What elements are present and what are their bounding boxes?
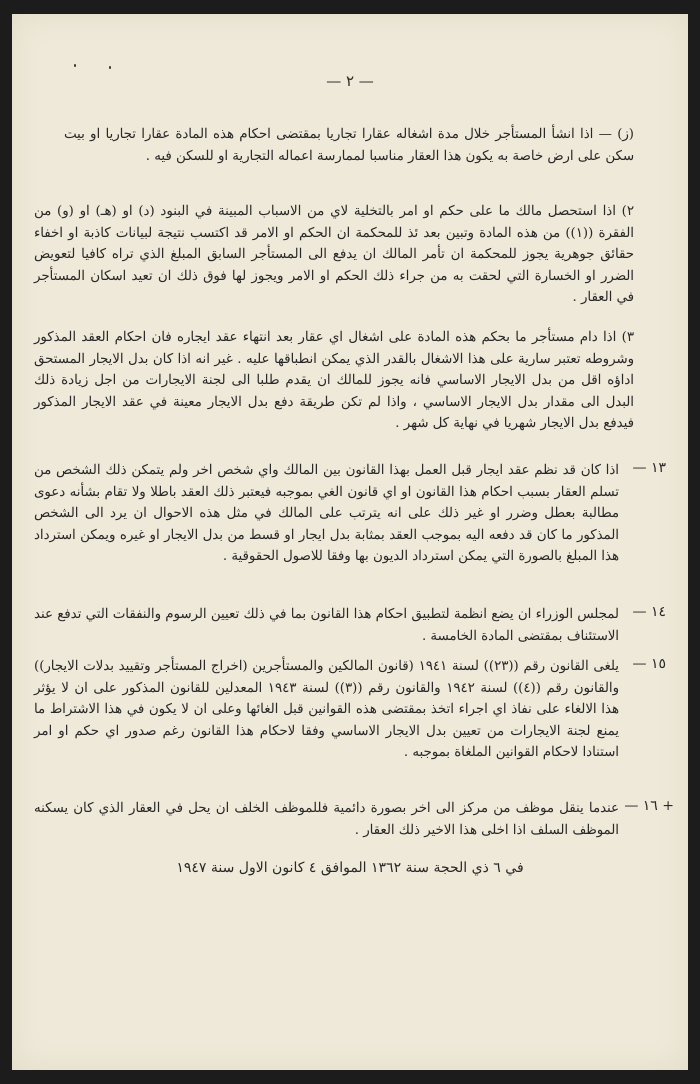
paragraph-2: ٢) اذا استحصل مالك ما على حكم او امر بالتخلية لاي من الاسباب المبينة في البنود (د) او (هـ) او (و) من الفقرة ((١)) من هذه المادة وتبين بعد ئذ للمحكمة ان الحكم او الامر قد اكتسب نتيجة لبيانات كاذبة او اخفاء حقائق جوهرية يجوز للمحكمة ان تأمر المالك ان يدفع الى المستأجر السابق المبلغ الذي تراه كافيا لتعويض الضرر او الخسارة التي لحقت به من جراء ذلك الحكم او الامر ويجوز لها فوق ذلك ان تعيد اسكان المستأجر في العقار . xyxy=(34,204,634,305)
paragraph-14: لمجلس الوزراء ان يضع انظمة لتطبيق احكام هذا القانون بما في ذلك تعيين الرسوم والنفقات التي تدفع عند الاستئناف بمقتضى المادة الخامسة . xyxy=(34,607,619,644)
ink-mark xyxy=(74,64,76,67)
article-number-16: + ١٦ — xyxy=(624,798,674,814)
article-number-14: ١٤ — xyxy=(632,604,666,620)
paragraph-16: عندما ينقل موظف من مركز الى اخر بصورة دائمية فللموظف الخلف ان يحل في العقار الذي كان يسكنه الموظف السلف اذا اخلى هذا الاخير ذلك العقار . xyxy=(34,801,619,838)
document-page xyxy=(12,14,688,1070)
page-number: — ٢ — xyxy=(326,72,374,90)
paragraph-13: اذا كان قد نظم عقد ايجار قبل العمل بهذا القانون بين المالك واي شخص اخر ولم يتمكن ذلك الشخص من تسلم العقار بسبب احكام هذا القانون او اي قانون الغي بموجبه فيعتبر ذلك العقد باطلا ولا تقام بشأنه دعوى مطالبة بعطل وضرر او غير ذلك على انه يترتب على المالك في مثل هذه الاحوال ان يرد الى الشخص المذكور ما كان قد دفعه اليه بموجب العقد بمثابة بدل ايجار او قسط من بدل الايجار او غيره ويمكن استرداد هذا المبلغ بالصورة التي يمكن استرداد الديون بها وفقا للاصول الحقوقية . xyxy=(34,463,619,564)
article-number-15: ١٥ — xyxy=(632,656,666,672)
ink-mark xyxy=(109,66,111,69)
paragraph-15: يلغى القانون رقم ((٢٣)) لسنة ١٩٤١ (قانون المالكين والمستأجرين (اخراج المستأجر وتقييد بدلات الايجار)) والقانون رقم ((٤)) لسنة ١٩٤٢ والقانون رقم ((٣)) لسنة ١٩٤٣ المعدلين للقانون المذكور على ان لا يؤثر هذا الالغاء على نفاذ اي اجراء اتخذ بمقتضى هذه القوانين قبل الغائها وعلى ان لا يكون في هذا الاشتراط ما يمنع لجنة الايجارات من تعيين بدل الايجار الاساسي وفقا لاحكام هذا القانون رغم صدور اي حكم او امر استنادا لاحكام القوانين الملغاة بموجبه . xyxy=(34,659,619,760)
article-number-13: ١٣ — xyxy=(632,460,666,476)
paragraph-3: ٣) اذا دام مستأجر ما بحكم هذه المادة على اشغال اي عقار بعد انتهاء عقد ايجاره فان احكام العقد المذكور وشروطه تعتبر سارية على هذا الاشغال بالقدر الذي يمكن انطباقها عليه . غير انه اذا كان بدل الايجار المستحق اداؤه اقل من بدل الايجار الاساسي فانه يجوز للمالك ان يقدم طلبا الى لجنة الايجارات من اجل زيادة ذلك البدل الى مقدار بدل الايجار الاساسي ، واذا لم تكن طريقة دفع بدل الايجار معينة في عقد الايجار المذكور فيدفع بدل الايجار شهريا في نهاية كل شهر . xyxy=(34,330,634,431)
date-line: في ٦ ذي الحجة سنة ١٣٦٢ الموافق ٤ كانون الاول سنة ١٩٤٧ xyxy=(176,860,524,876)
paragraph-z: (ز) — اذا انشأ المستأجر خلال مدة اشغاله عقارا تجاريا بمقتضى احكام هذه المادة عقارا تجاريا او بيت سكن على ارض خاصة به يكون هذا العقار مناسبا لممارسة اعماله التجارية او للسكن فيه . xyxy=(64,127,634,164)
